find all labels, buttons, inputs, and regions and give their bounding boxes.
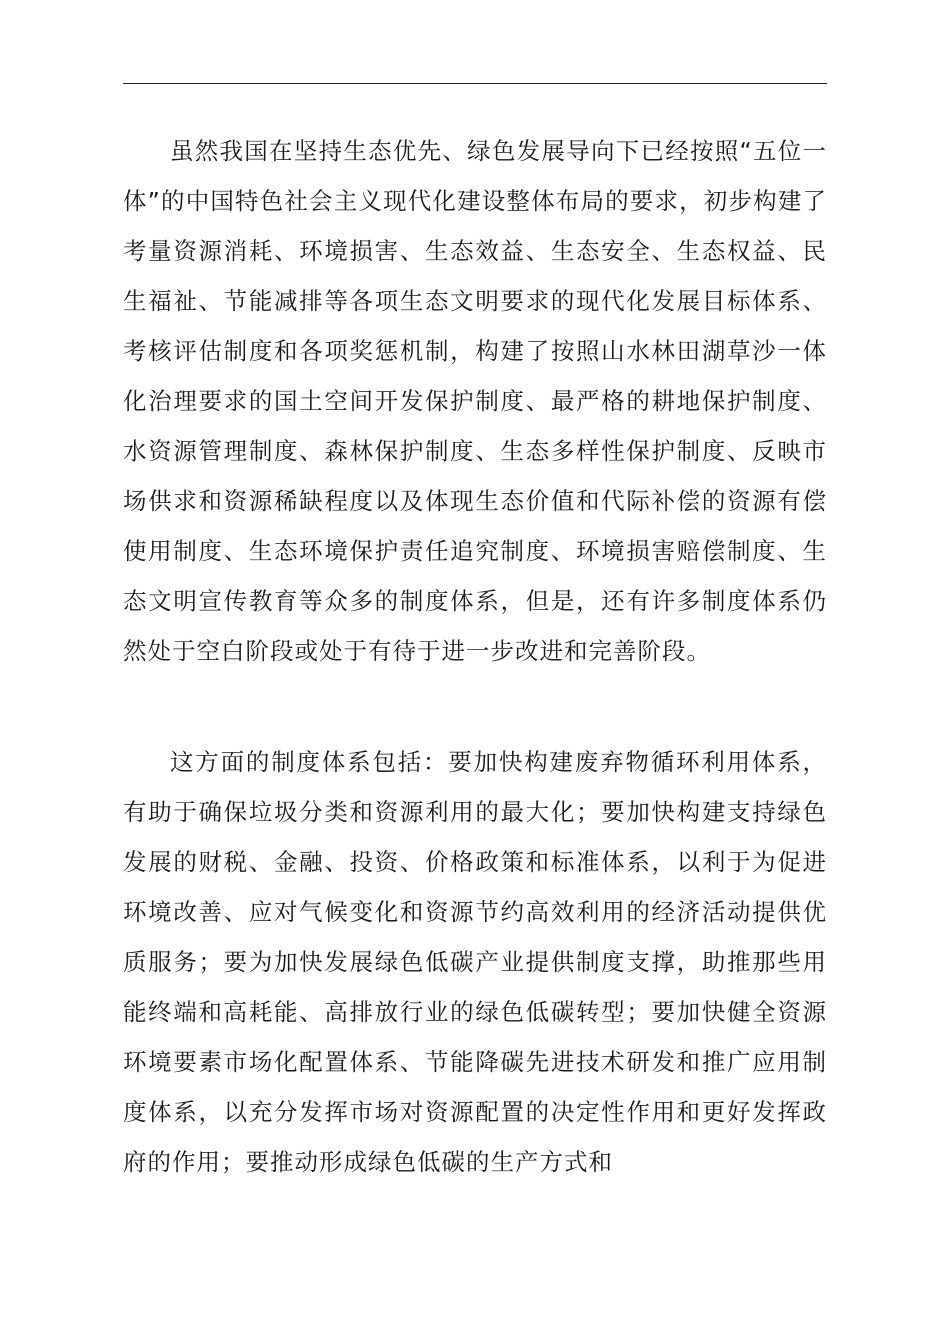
header-divider bbox=[123, 83, 827, 84]
body-paragraph-2: 这方面的制度体系包括：要加快构建废弃物循环利用体系，有助于确保垃圾分类和资源利用的最大化；要加快构建支持绿色发展的财税、金融、投资、价格政策和标准体系，以利于为促进环境改善、应对气候变化和资源节约高效利用的经济活动提供优质服务；要为加快发展绿色低碳产业提供制度支撑，助推那些用能终端和高耗能、高排放行业的绿色低碳转型；要加快健全资源环境要素市场化配置体系、节能降碳先进技术研发和推广应用制度体系，以充分发挥市场对资源配置的决定性作用和更好发挥政府的作用；要推动形成绿色低碳的生产方式和 bbox=[123, 748, 827, 1176]
body-paragraph-1: 虽然我国在坚持生态优先、绿色发展导向下已经按照“五位一体”的中国特色社会主义现代化建设整体布局的要求，初步构建了考量资源消耗、环境损害、生态效益、生态安全、生态权益、民生福祉、节能减排等各项生态文明要求的现代化发展目标体系、考核评估制度和各项奖惩机制，构建了按照山水林田湖草沙一体化治理要求的国土空间开发保护制度、最严格的耕地保护制度、水资源管理制度、森林保护制度、生态多样性保护制度、反映市场供求和资源稀缺程度以及体现生态价值和代际补偿的资源有偿使用制度、生态环境保护责任追究制度、环境损害赔偿制度、生态文明宣传教育等众多的制度体系，但是，还有许多制度体系仍然处于空白阶段或处于有待于进一步改进和完善阶段。 bbox=[123, 137, 827, 665]
